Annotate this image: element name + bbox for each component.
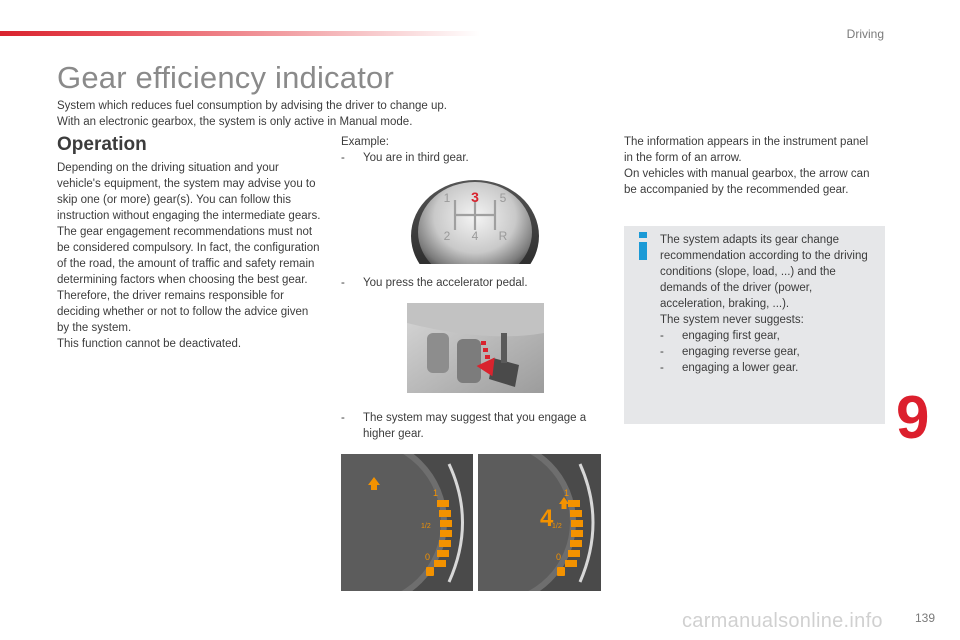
gear-label: 2	[443, 229, 451, 243]
intro-line: With an electronic gearbox, the system is only active in Manual mode.	[57, 116, 413, 128]
gear-label-current: 3	[471, 189, 479, 205]
info-box-line: The system adapts its gear change recommendation according to the driving conditions (slope, load, ...) and the demands of the driver (power, acceleration, braking, ...).	[660, 234, 868, 310]
section-name: Driving	[846, 27, 884, 41]
operation-paragraph: Depending on the driving situation and your vehicle's equipment, the system may advise you to skip one (or more) gear(s). You can follow this instruction without engaging the intermediate gears.	[57, 162, 321, 222]
fuel-scale-full: 1	[564, 488, 570, 498]
intro-line: System which reduces fuel consumption by advising the driver to change up.	[57, 100, 447, 112]
instrument-info-text	[624, 134, 874, 198]
info-box-list-item: - engaging reverse gear,	[660, 346, 800, 358]
fuel-scale-half: 1/2	[552, 523, 562, 530]
example-block	[341, 134, 469, 166]
info-box	[624, 226, 885, 424]
example-step-block	[341, 410, 611, 442]
instrument-info-paragraph: The information appears in the instrument panel in the form of an arrow.	[624, 136, 869, 164]
header-accent-bar	[0, 31, 480, 36]
recommended-gear: 4	[540, 505, 554, 532]
watermark: carmanualsonline.info	[682, 610, 883, 632]
example-step-block	[341, 275, 528, 291]
fuel-scale-half: 1/2	[421, 523, 431, 530]
page-number: 139	[915, 611, 936, 625]
accelerator-pedal-illustration	[407, 303, 544, 393]
info-icon	[636, 232, 650, 260]
instrument-info-paragraph: On vehicles with manual gearbox, the arrow can be accompanied by the recommended gear.	[624, 168, 870, 196]
operation-body	[57, 160, 323, 352]
instrument-panel-upshift-arrow	[341, 454, 473, 591]
example-step: - You press the accelerator pedal.	[341, 277, 528, 289]
gear-label: 4	[471, 229, 479, 243]
gear-label: R	[498, 229, 508, 243]
intro-text	[57, 98, 447, 130]
example-label: Example:	[341, 136, 389, 148]
operation-paragraph: The gear engagement recommendations must not be considered compulsory. In fact, the configuration of the road, the amount of traffic and safety remain determining factors when choosing the best gear. Therefore, the driver remains responsible for deciding whether or not to follow the advice given by the system.	[57, 226, 320, 334]
info-box-text	[660, 232, 875, 376]
example-step: - You are in third gear.	[341, 152, 469, 164]
example-step: - The system may suggest that you engage a higher gear.	[341, 412, 587, 440]
fuel-scale-full: 1	[433, 488, 439, 498]
info-box-line: The system never suggests:	[660, 314, 804, 326]
info-box-list-item: - engaging first gear,	[660, 330, 780, 342]
gear-knob-illustration	[410, 180, 540, 264]
page-title: Gear efficiency indicator	[57, 60, 394, 95]
operation-heading: Operation	[57, 134, 147, 155]
gear-label: 5	[499, 191, 507, 205]
chapter-number: 9	[896, 384, 930, 451]
fuel-scale-empty: 0	[425, 552, 431, 562]
info-box-list-item: - engaging a lower gear.	[660, 362, 799, 374]
operation-paragraph: This function cannot be deactivated.	[57, 338, 242, 350]
fuel-scale-empty: 0	[556, 552, 562, 562]
gear-label: 1	[443, 191, 451, 205]
instrument-panel-recommended-gear	[478, 454, 601, 591]
